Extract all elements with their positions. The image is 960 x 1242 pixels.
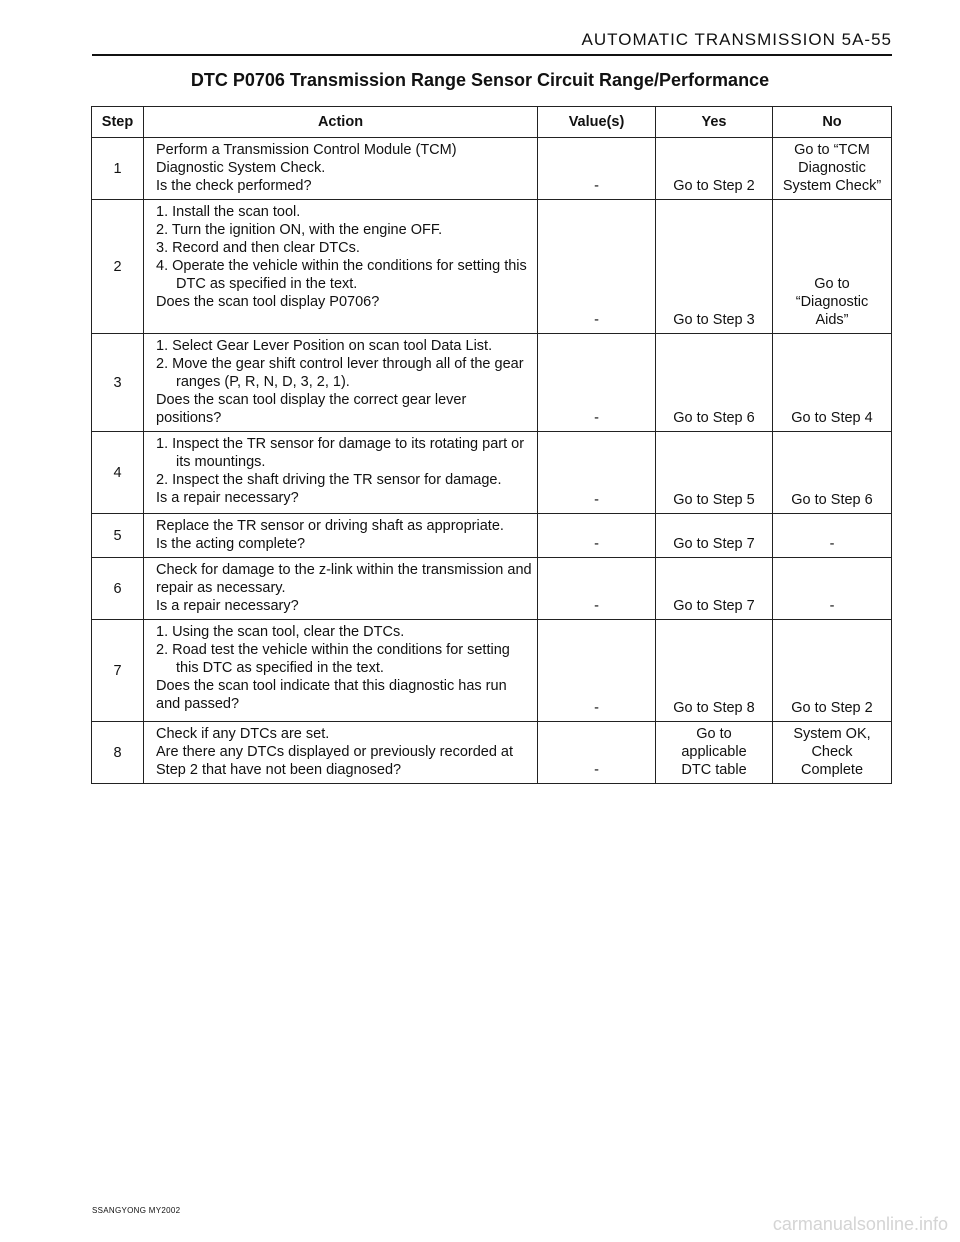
document-title: DTC P0706 Transmission Range Sensor Circuit Range/Performance <box>190 70 770 90</box>
yes-line: Go to Step 2 <box>673 178 755 194</box>
action-line: Is the check performed? <box>156 178 312 194</box>
action-line: 2. Inspect the shaft driving the TR sensor for damage. <box>156 472 502 488</box>
action-line: Perform a Transmission Control Module (TCM) <box>156 142 457 158</box>
table-row <box>92 334 892 432</box>
action-line: Does the scan tool display P0706? <box>156 294 380 310</box>
yes-cell <box>656 138 773 200</box>
column-header-yes: Yes <box>656 107 773 138</box>
step-number: 1 <box>92 138 144 200</box>
no-line: Diagnostic <box>798 160 866 176</box>
action-line: 2. Road test the vehicle within the conditions for setting this DTC as specified in the text. <box>156 642 510 676</box>
page-header: AUTOMATIC TRANSMISSION 5A-55 <box>581 30 892 49</box>
value-cell: - <box>538 514 656 558</box>
no-line: Aids” <box>815 312 849 328</box>
yes-cell <box>656 514 773 558</box>
no-line: Go to <box>814 276 850 292</box>
action-line: Is a repair necessary? <box>156 490 299 506</box>
no-line: Check <box>811 744 853 760</box>
no-line: Go to Step 4 <box>791 410 873 426</box>
no-line: Go to Step 2 <box>791 700 873 716</box>
action-line: Check for damage to the z-link within the transmission and repair as necessary. <box>156 562 532 596</box>
action-line: 1. Using the scan tool, clear the DTCs. <box>156 624 405 640</box>
value-cell: - <box>538 200 656 334</box>
table-body <box>92 138 892 784</box>
action-cell <box>144 558 538 620</box>
action-cell <box>144 432 538 514</box>
table-row <box>92 620 892 722</box>
action-line: 1. Inspect the TR sensor for damage to its rotating part or its mountings. <box>156 436 525 470</box>
action-line: 1. Install the scan tool. <box>156 204 301 220</box>
table-row <box>92 514 892 558</box>
no-cell <box>773 200 892 334</box>
no-line: “Diagnostic <box>795 294 869 310</box>
value-cell: - <box>538 334 656 432</box>
yes-line: Go to Step 7 <box>673 598 755 614</box>
action-line: 3. Record and then clear DTCs. <box>156 240 360 256</box>
footer-brand: SSANGYONG MY2002 <box>92 1206 181 1215</box>
action-cell <box>144 200 538 334</box>
yes-line: Go to <box>696 726 732 742</box>
column-header-action: Action <box>144 107 538 138</box>
no-line: System Check” <box>782 178 882 194</box>
value-cell: - <box>538 558 656 620</box>
yes-line: DTC table <box>681 762 747 778</box>
table-row <box>92 432 892 514</box>
step-number: 2 <box>92 200 144 334</box>
action-line: 2. Move the gear shift control lever through all of the gear ranges (P, R, N, D, 3, 2, 1). <box>156 356 524 390</box>
table-row <box>92 200 892 334</box>
action-line: Check if any DTCs are set. <box>156 726 330 742</box>
step-number: 5 <box>92 514 144 558</box>
yes-line: Go to Step 3 <box>673 312 755 328</box>
action-line: 2. Turn the ignition ON, with the engine OFF. <box>156 222 443 238</box>
table-row <box>92 722 892 784</box>
yes-cell <box>656 620 773 722</box>
diagnostic-table <box>91 106 892 784</box>
action-line: 4. Operate the vehicle within the conditions for setting this DTC as specified in the text. <box>156 258 527 292</box>
no-line: Complete <box>800 762 864 778</box>
column-header-no: No <box>773 107 892 138</box>
action-line: Does the scan tool indicate that this diagnostic has run and passed? <box>156 678 507 712</box>
no-cell <box>773 514 892 558</box>
step-number: 4 <box>92 432 144 514</box>
watermark: carmanualsonline.info <box>772 1214 948 1234</box>
no-line: System OK, <box>793 726 871 742</box>
table-header-row <box>92 107 892 138</box>
no-line: Go to Step 6 <box>791 492 873 508</box>
action-line: Are there any DTCs displayed or previously recorded at Step 2 that have not been diagnosed? <box>156 744 514 778</box>
action-line: Does the scan tool display the correct gear lever positions? <box>156 392 467 426</box>
step-number: 6 <box>92 558 144 620</box>
action-line: Replace the TR sensor or driving shaft as appropriate. <box>156 518 504 534</box>
step-number: 3 <box>92 334 144 432</box>
action-cell <box>144 722 538 784</box>
action-line: Diagnostic System Check. <box>156 160 326 176</box>
yes-cell <box>656 558 773 620</box>
no-cell <box>773 432 892 514</box>
no-cell <box>773 722 892 784</box>
column-header-step: Step <box>92 107 144 138</box>
yes-cell <box>656 200 773 334</box>
value-cell: - <box>538 138 656 200</box>
yes-line: Go to Step 6 <box>673 410 755 426</box>
step-number: 8 <box>92 722 144 784</box>
no-cell <box>773 620 892 722</box>
no-line: - <box>829 598 835 614</box>
action-cell <box>144 620 538 722</box>
no-line: Go to “TCM <box>794 142 870 158</box>
action-line: Is the acting complete? <box>156 536 306 552</box>
action-cell <box>144 514 538 558</box>
column-header-values: Value(s) <box>538 107 656 138</box>
value-cell: - <box>538 432 656 514</box>
no-cell <box>773 138 892 200</box>
table-row <box>92 138 892 200</box>
step-number: 7 <box>92 620 144 722</box>
yes-line: Go to Step 7 <box>673 536 755 552</box>
yes-line: Go to Step 5 <box>673 492 755 508</box>
value-cell: - <box>538 722 656 784</box>
yes-cell <box>656 432 773 514</box>
header-rule <box>92 54 892 56</box>
action-cell <box>144 138 538 200</box>
yes-cell <box>656 722 773 784</box>
yes-line: applicable <box>681 744 747 760</box>
yes-line: Go to Step 8 <box>673 700 755 716</box>
action-line: Is a repair necessary? <box>156 598 299 614</box>
table-row <box>92 558 892 620</box>
yes-cell <box>656 334 773 432</box>
value-cell: - <box>538 620 656 722</box>
no-cell <box>773 558 892 620</box>
no-line: - <box>829 536 835 552</box>
no-cell <box>773 334 892 432</box>
action-line: 1. Select Gear Lever Position on scan tool Data List. <box>156 338 493 354</box>
action-cell <box>144 334 538 432</box>
